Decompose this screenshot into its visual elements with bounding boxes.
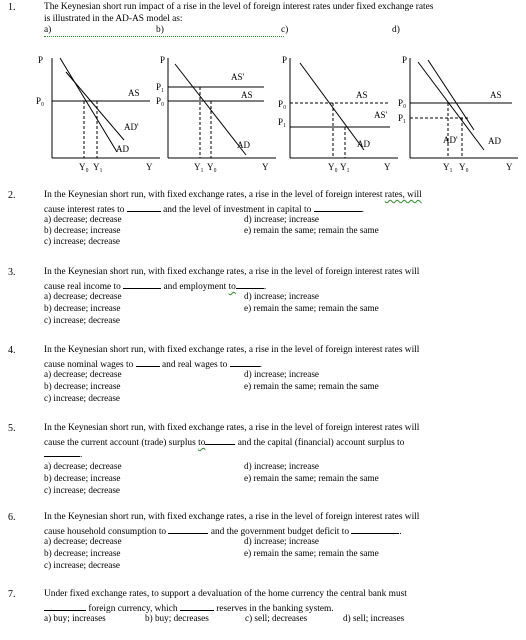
graph-a-ad1-label: AD' (124, 122, 139, 132)
q3-option-c[interactable]: c) increase; decrease (44, 315, 120, 325)
graph-c-as-label: AS (356, 90, 368, 100)
q4-option-b[interactable]: b) decrease; increase (44, 381, 121, 391)
graph-c-y-label: Y (384, 162, 391, 172)
q4-option-a[interactable]: a) decrease; decrease (44, 369, 122, 379)
q6-option-a[interactable]: a) decrease; decrease (44, 536, 122, 546)
q4-option-d[interactable]: d) increase; increase (244, 369, 319, 379)
question-7-line-2: foreign currency, which reserves in the banking system. (44, 601, 514, 616)
graph-a-ad-label: AD (116, 144, 129, 154)
graph-b-ad-label: AD (237, 140, 250, 150)
q2-option-d[interactable]: d) increase; increase (244, 214, 319, 224)
graph-b-y0-label: Y₀ (207, 162, 217, 172)
q3-option-d[interactable]: d) increase; increase (244, 291, 319, 301)
graph-a-y0-label: Y₀ (79, 162, 89, 172)
graph-c-p-label: P (282, 55, 288, 65)
q5-option-a[interactable]: a) decrease; decrease (44, 461, 122, 471)
q5-option-e[interactable]: e) remain the same; remain the same (244, 473, 379, 483)
question-2-number: 2. (8, 190, 16, 201)
q6-option-c[interactable]: c) increase; decrease (44, 560, 120, 570)
q2-option-c[interactable]: c) increase; decrease (44, 236, 120, 246)
graph-a-y1-label: Y₁ (93, 162, 103, 172)
question-2-line-1: In the Keynesian short run, with fixed exchange rates, a rise in the level of foreign interest rates, will (44, 190, 422, 200)
graph-a-as-label: AS (128, 88, 140, 98)
q7-option-d[interactable]: d) sell; increases (343, 613, 405, 623)
question-6-number: 6. (8, 512, 16, 523)
question-4-line-2: cause nominal wages to and real wages to . (44, 357, 514, 372)
graph-b-y1-label: Y₁ (194, 162, 204, 172)
graph-b-y-label: Y (262, 162, 269, 172)
q6-option-d[interactable]: d) increase; increase (244, 536, 319, 546)
graph-d-p0-label: P₀ (398, 98, 407, 108)
graph-a-p0-label: P₀ (36, 96, 45, 106)
q3-option-b[interactable]: b) decrease; increase (44, 303, 121, 313)
graph-a-p-label: P (38, 55, 44, 65)
ad-as-graphs (0, 0, 526, 180)
q4-option-c[interactable]: c) increase; decrease (44, 393, 120, 403)
graph-c-y0-label: Y₀ (328, 162, 338, 172)
q7-option-a[interactable]: a) buy; increases (44, 613, 106, 623)
graph-a (52, 58, 160, 158)
q5-option-b[interactable]: b) decrease; increase (44, 473, 121, 483)
graph-c-p0-label: P₀ (278, 99, 287, 109)
q3-option-a[interactable]: a) decrease; decrease (44, 291, 122, 301)
q7-option-b[interactable]: b) buy; decreases (145, 613, 209, 623)
q5-option-c[interactable]: c) increase; decrease (44, 485, 120, 495)
question-3-number: 3. (8, 267, 16, 278)
graph-d-p-label: P (402, 55, 408, 65)
question-5-line-3: . (44, 447, 514, 462)
question-1-number: 1. (8, 2, 16, 13)
graph-d-ad-label: AD (488, 136, 501, 146)
question-5-line-2: cause the current account (trade) surplus to and the capital (financial) account surplus to (44, 435, 514, 450)
q2-option-e[interactable]: e) remain the same; remain the same (244, 225, 379, 235)
graph-c (290, 58, 398, 158)
question-5-line-1: In the Keynesian short run, with fixed exchange rates, a rise in the level of foreign interest rates will (44, 423, 420, 433)
q2-option-b[interactable]: b) decrease; increase (44, 225, 121, 235)
graph-c-p1-label: P₁ (278, 117, 287, 127)
question-4-line-1: In the Keynesian short run, with fixed exchange rates, a rise in the level of foreign interest rates will (44, 345, 420, 355)
graph-d-y1-label: Y₁ (443, 162, 453, 172)
graph-d-ad1-label: AD' (443, 135, 458, 145)
graph-a-y-label: Y (146, 162, 153, 172)
graph-d-y-label: Y (506, 162, 513, 172)
graph-b-letter: b) (156, 25, 164, 35)
graph-c-ad-label: AD (357, 139, 370, 149)
graph-a-letter: a) (44, 25, 52, 35)
graph-b-as-label: AS (241, 90, 253, 100)
question-2-rates-word: rates, will (384, 190, 422, 200)
q6-option-e[interactable]: e) remain the same; remain the same (244, 548, 379, 558)
question-1-line-1: The Keynesian short run impact of a rise in the level of foreign interest rates under fixed exchange rates (44, 2, 434, 12)
graph-d-ad1-curve (428, 60, 474, 130)
question-7-number: 7. (8, 589, 16, 600)
graph-b (168, 58, 276, 158)
graph-b-p0-label: P₀ (156, 96, 165, 106)
question-6-line-2: cause household consumption to and the government budget deficit to . (44, 524, 514, 539)
graph-d-as1-label: AS' (374, 110, 388, 120)
graph-c-y1-label: Y₁ (340, 162, 350, 172)
question-1-line-2: is illustrated in the AD-AS model as: (44, 14, 183, 24)
graph-d-letter: d) (392, 25, 400, 35)
q4-option-e[interactable]: e) remain the same; remain the same (244, 381, 379, 391)
graph-d-y0-label: Y₀ (459, 162, 469, 172)
q6-option-b[interactable]: b) decrease; increase (44, 548, 121, 558)
question-3-line-1: In the Keynesian short run, with fixed exchange rates, a rise in the level of foreign interest rates will (44, 267, 420, 277)
q3-option-e[interactable]: e) remain the same; remain the same (244, 303, 379, 313)
question-7-line-1: Under fixed exchange rates, to support a devaluation of the home currency the central bank must (44, 589, 407, 599)
graph-c-ad-curve (300, 63, 364, 150)
graph-d-as-label: AS (490, 90, 502, 100)
question-2-line-2: cause interest rates to and the level of investment in capital to . (44, 202, 514, 217)
graph-d-p1-label: P₁ (398, 113, 407, 123)
graph-c-letter: c) (281, 25, 289, 35)
question-4-number: 4. (8, 345, 16, 356)
q5-option-d[interactable]: d) increase; increase (244, 461, 319, 471)
graph-b-p1-label: P₁ (156, 82, 165, 92)
graph-b-as1-label: AS' (231, 72, 245, 82)
graph-a-ad1-curve (66, 72, 124, 140)
q2-option-a[interactable]: a) decrease; decrease (44, 214, 122, 224)
q7-option-c[interactable]: c) sell; decreases (245, 613, 308, 623)
graph-d (410, 58, 518, 158)
graph-a-ad-curve (60, 58, 117, 152)
question-6-line-1: In the Keynesian short run, with fixed exchange rates, a rise in the level of foreign interest rates will (44, 512, 420, 522)
question-5-number: 5. (8, 423, 16, 434)
graph-b-p-label: P (160, 55, 166, 65)
question-3-line-2: cause real income to and employment to . (44, 279, 514, 294)
